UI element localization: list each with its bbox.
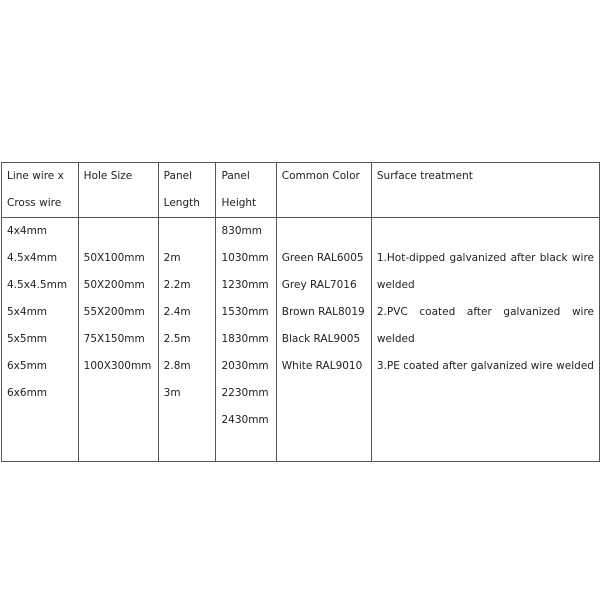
line-wire-value: 4.5x4mm	[7, 252, 58, 264]
panel-height-value: 1230mm	[221, 279, 269, 291]
panel-length-value: 2.5m	[163, 333, 191, 345]
treatment-line: 3.PE coated after galvanized wire welded	[376, 360, 594, 372]
hole-size-cell	[78, 218, 158, 462]
panel-height-value: 2030mm	[221, 360, 269, 372]
header-line-wire	[2, 163, 79, 218]
treatment-line: welded	[376, 279, 415, 291]
header-text: Common Color	[281, 170, 360, 182]
panel-height-cell	[216, 218, 276, 462]
panel-height-value: 1830mm	[221, 333, 269, 345]
color-value: Black RAL9005	[281, 333, 361, 345]
body-row	[2, 218, 600, 462]
hole-size-value: 75X150mm	[83, 333, 145, 345]
color-value: Brown RAL8019	[281, 306, 365, 318]
panel-length-value: 3m	[163, 387, 181, 399]
header-text: Panel	[221, 170, 250, 182]
panel-length-value: 2.8m	[163, 360, 191, 372]
panel-length-value: 2.2m	[163, 279, 191, 291]
panel-height-value: 2430mm	[221, 414, 269, 426]
hole-size-value: 50X100mm	[83, 252, 145, 264]
header-text: Line wire x	[7, 170, 64, 182]
hole-size-value: 50X200mm	[83, 279, 145, 291]
header-common-color	[276, 163, 371, 218]
header-panel-height	[216, 163, 276, 218]
line-wire-value: 4x4mm	[7, 225, 48, 237]
treatment-line: 2.PVC coated after galvanized wire	[376, 306, 594, 318]
header-text: Hole Size	[83, 170, 133, 182]
hole-size-value: 55X200mm	[83, 306, 145, 318]
panel-height-value: 830mm	[221, 225, 262, 237]
common-color-cell	[276, 218, 371, 462]
treatment-line: 1.Hot-dipped galvanized after black wire	[376, 252, 594, 264]
header-text: Surface treatment	[376, 170, 473, 182]
panel-length-cell	[158, 218, 216, 462]
panel-height-value: 1030mm	[221, 252, 269, 264]
surface-treatment-cell	[371, 218, 599, 462]
line-wire-value: 4.5x4.5mm	[7, 279, 68, 291]
header-row	[2, 163, 600, 218]
header-text: Cross wire	[7, 197, 62, 209]
hole-size-value: 100X300mm	[83, 360, 152, 372]
color-value: Grey RAL7016	[281, 279, 357, 291]
spec-table	[1, 162, 600, 462]
treatment-line: welded	[376, 333, 415, 345]
header-text: Length	[163, 197, 200, 209]
color-value: Green RAL6005	[281, 252, 364, 264]
header-text: Height	[221, 197, 257, 209]
line-wire-value: 6x6mm	[7, 387, 48, 399]
header-hole-size	[78, 163, 158, 218]
panel-length-value: 2.4m	[163, 306, 191, 318]
header-panel-length	[158, 163, 216, 218]
panel-height-value: 2230mm	[221, 387, 269, 399]
line-wire-value: 5x5mm	[7, 333, 48, 345]
line-wire-value: 5x4mm	[7, 306, 48, 318]
line-wire-cell	[2, 218, 79, 462]
panel-length-value: 2m	[163, 252, 181, 264]
header-text: Panel	[163, 170, 192, 182]
line-wire-value: 6x5mm	[7, 360, 48, 372]
header-surface-treatment	[371, 163, 599, 218]
color-value: White RAL9010	[281, 360, 363, 372]
panel-height-value: 1530mm	[221, 306, 269, 318]
